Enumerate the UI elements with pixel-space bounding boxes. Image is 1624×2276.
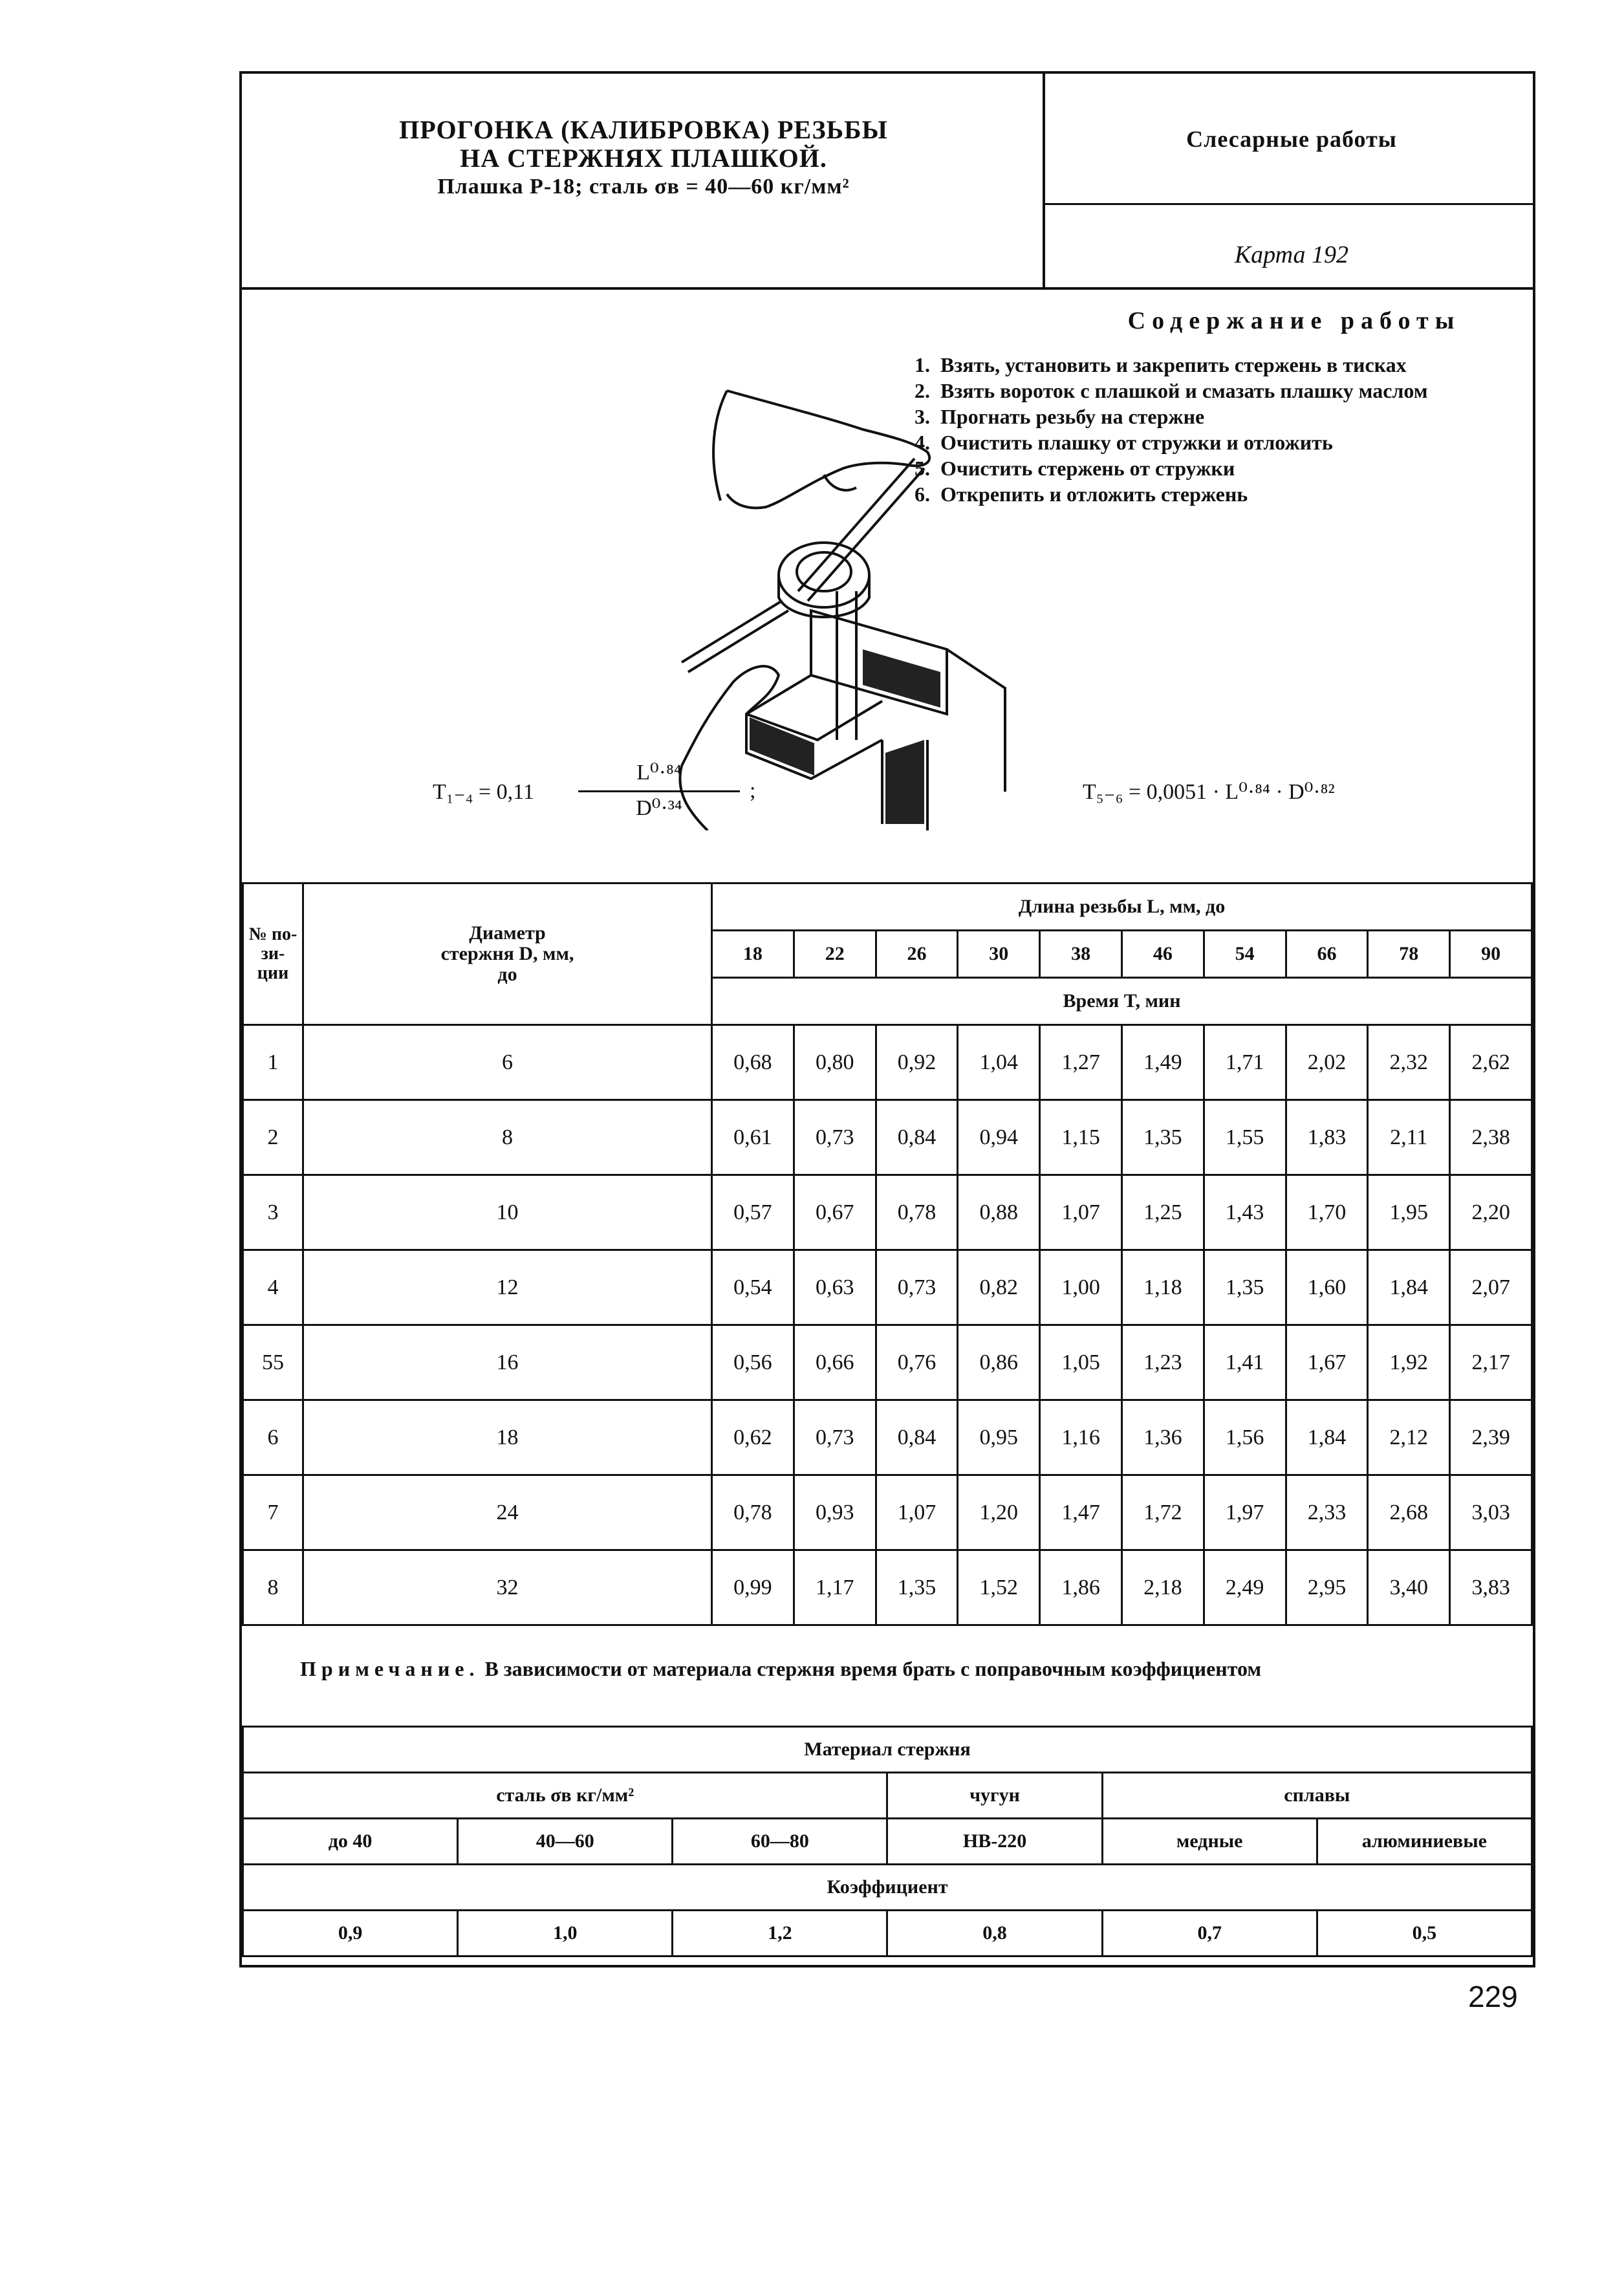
time-cell: 1,95	[1368, 1175, 1450, 1250]
time-cell: 0,73	[794, 1100, 876, 1175]
table-row	[243, 1250, 1532, 1325]
table-row	[243, 1025, 1532, 1100]
material-sub: медные	[1102, 1819, 1317, 1865]
time-cell: 0,86	[958, 1325, 1040, 1400]
page-number: 229	[1468, 1980, 1518, 2013]
time-cell: 2,12	[1368, 1400, 1450, 1475]
coef-value: 0,7	[1102, 1911, 1317, 1956]
row-position: 8	[243, 1550, 303, 1625]
row-position: 7	[243, 1475, 303, 1550]
time-cell: 2,39	[1450, 1400, 1532, 1475]
time-cell: 0,88	[958, 1175, 1040, 1250]
time-cell: 2,17	[1450, 1325, 1532, 1400]
work-step: 2. Взять вороток с плашкой и смазать плашку маслом	[915, 379, 1428, 402]
time-cell: 0,92	[876, 1025, 958, 1100]
time-cell: 1,35	[876, 1550, 958, 1625]
row-diameter: 6	[303, 1025, 712, 1100]
length-col: 66	[1286, 931, 1368, 978]
time-cell: 0,61	[712, 1100, 794, 1175]
time-cell: 1,55	[1204, 1100, 1286, 1175]
length-col: 30	[958, 931, 1040, 978]
formula-t5-6: T₅₋₆ = 0,0051 · L⁰·⁸⁴ · D⁰·⁸²	[1083, 780, 1335, 804]
time-cell: 1,83	[1286, 1100, 1368, 1175]
time-cell: 0,76	[876, 1325, 958, 1400]
time-cell: 0,82	[958, 1250, 1040, 1325]
row-diameter: 16	[303, 1325, 712, 1400]
time-cell: 1,56	[1204, 1400, 1286, 1475]
alloys-header: сплавы	[1102, 1773, 1532, 1819]
time-cell: 1,00	[1040, 1250, 1122, 1325]
time-cell: 0,78	[712, 1475, 794, 1550]
time-cell: 2,11	[1368, 1100, 1450, 1175]
time-cell: 0,84	[876, 1400, 958, 1475]
time-norm-table	[242, 882, 1533, 1626]
time-cell: 0,68	[712, 1025, 794, 1100]
time-cell: 2,38	[1450, 1100, 1532, 1175]
coef-header: Коэффициент	[243, 1865, 1532, 1911]
title-line-3: Плашка Р-18; сталь σв = 40—60 кг/мм²	[437, 175, 850, 199]
time-cell: 1,20	[958, 1475, 1040, 1550]
time-cell: 0,67	[794, 1175, 876, 1250]
work-step: 6. Открепить и отложить стержень	[915, 482, 1248, 506]
time-cell: 1,04	[958, 1025, 1040, 1100]
time-cell: 2,02	[1286, 1025, 1368, 1100]
table-row	[243, 1100, 1532, 1175]
length-col: 54	[1204, 931, 1286, 978]
time-cell: 2,18	[1121, 1550, 1204, 1625]
work-step: 5. Очистить стержень от стружки	[915, 457, 1235, 480]
length-col: 90	[1450, 931, 1532, 978]
table-row	[243, 1475, 1532, 1550]
time-cell: 0,93	[794, 1475, 876, 1550]
time-cell: 2,07	[1450, 1250, 1532, 1325]
row-position: 2	[243, 1100, 303, 1175]
time-cell: 0,66	[794, 1325, 876, 1400]
length-col: 26	[876, 931, 958, 978]
table-row	[243, 1550, 1532, 1625]
row-position: 4	[243, 1250, 303, 1325]
time-cell: 0,56	[712, 1325, 794, 1400]
header-sub-divider	[1045, 203, 1533, 205]
col-position-header: № по- зи- ции	[243, 883, 303, 1025]
material-sub: 60—80	[673, 1819, 887, 1865]
time-cell: 1,47	[1040, 1475, 1122, 1550]
coef-value: 0,9	[243, 1911, 458, 1956]
time-cell: 1,70	[1286, 1175, 1368, 1250]
time-cell: 1,35	[1121, 1100, 1204, 1175]
time-cell: 1,60	[1286, 1250, 1368, 1325]
card-title	[242, 116, 1045, 201]
card-frame: ПРОГОНКА (КАЛИБРОВКА) РЕЗЬБЫ НА СТЕРЖНЯХ ПЛАШКОЙ. Плашка Р-18; сталь σв = 40—60 кг/мм² Слесарные работы Карта 192 Содержание работы 1. Взять, установить и закрепить стержень в тисках 2. Взять вороток с плашкой и смазать плашку маслом 3. Прогнать резьбу на стержне 4. Очистить плашку от стружки и отложить 5. Очистить стержень от стружки 6. Открепить и отложить стержень T₁₋₄ = 0,11 L⁰·⁸⁴ D⁰·³⁴ ; T₅₋₆ = 0,0051 · L⁰·⁸⁴ · D⁰·⁸² № по- зи- ции Диаметр стержня D, мм, до Длина резьбы L, мм, до 18 22 26 30 38 46 54 66 78 90 Время T, мин 1 6 0,68 0,80 0,92 1,04 1,27 1,49 1,71 2,02 2,32 2,62 2 8 0,61 0,73 0,84 0,94 1,15 1,35 1,55 1,83 2,11 2,38 3 10 0,57 0,67 0,78 0,88 1,07 1,25 1,43 1,70 1,95 2,20 4 12 0,54 0,63 0,73 0,82 1,00 1,18 1,35 1,60 1,84 2,07 55 16 0,56 0,66 0,76 0,86 1,05 1,23 1,41 1,67 1,92 2,17 6 18 0,62 0,73 0,84 0,95 1,16 1,36 1,56 1,84 2,12 2,39 7 24 0,78 0,93 1,07 1,20 1,47 1,72 1,97 2,33 2,68 3,03 8 32 0,99 1,17 1,35 1,52 1,86 2,18 2,49 2,95 3,40 3,83 Примечание. В зависимости от материала стержня время брать с поправочным коэффициентом Материал стержня сталь σв кг/мм² чугун сплавы до 40 40—60 60—80 НВ-220 медные алюминиевые Коэффициент 0,9 1,0 1,2 0,8 0,7 0,5	[239, 71, 1535, 1967]
row-position: 55	[243, 1325, 303, 1400]
time-cell: 1,52	[958, 1550, 1040, 1625]
work-category: Слесарные работы	[1186, 126, 1397, 152]
time-cell: 1,49	[1121, 1025, 1204, 1100]
time-cell: 1,17	[794, 1550, 876, 1625]
time-cell: 3,83	[1450, 1550, 1532, 1625]
time-cell: 0,63	[794, 1250, 876, 1325]
time-cell: 0,84	[876, 1100, 958, 1175]
note-text: В зависимости от материала стержня время брать с поправочным коэффициентом	[484, 1657, 1262, 1680]
work-step: 4. Очистить плашку от стружки и отложить	[915, 431, 1333, 454]
time-cell: 1,35	[1204, 1250, 1286, 1325]
time-cell: 2,32	[1368, 1025, 1450, 1100]
coef-value: 0,8	[887, 1911, 1102, 1956]
row-position: 1	[243, 1025, 303, 1100]
time-cell: 1,15	[1040, 1100, 1122, 1175]
time-cell: 2,20	[1450, 1175, 1532, 1250]
material-sub: алюминиевые	[1317, 1819, 1532, 1865]
time-cell: 0,54	[712, 1250, 794, 1325]
length-header: Длина резьбы L, мм, до	[712, 883, 1532, 931]
row-position: 3	[243, 1175, 303, 1250]
table-row	[243, 1400, 1532, 1475]
time-cell: 0,95	[958, 1400, 1040, 1475]
row-position: 6	[243, 1400, 303, 1475]
time-cell: 0,62	[712, 1400, 794, 1475]
time-cell: 1,43	[1204, 1175, 1286, 1250]
time-cell: 3,03	[1450, 1475, 1532, 1550]
time-cell: 3,40	[1368, 1550, 1450, 1625]
table-row	[243, 1175, 1532, 1250]
time-cell: 1,16	[1040, 1400, 1122, 1475]
coef-value: 1,2	[673, 1911, 887, 1956]
cast-iron-header: чугун	[887, 1773, 1102, 1819]
note-label: Примечание.	[300, 1657, 480, 1680]
time-cell: 0,78	[876, 1175, 958, 1250]
work-step: 1. Взять, установить и закрепить стержень в тисках	[915, 353, 1407, 376]
header-divider	[242, 287, 1533, 290]
fraction-bar	[578, 790, 740, 792]
row-diameter: 24	[303, 1475, 712, 1550]
time-cell: 1,84	[1368, 1250, 1450, 1325]
time-cell: 1,72	[1121, 1475, 1204, 1550]
material-sub: до 40	[243, 1819, 458, 1865]
steel-header: сталь σв кг/мм²	[243, 1773, 887, 1819]
coef-value: 1,0	[458, 1911, 673, 1956]
time-header: Время T, мин	[712, 978, 1532, 1025]
coefficient-table	[242, 1726, 1533, 1957]
content-heading: Содержание работы	[1127, 307, 1461, 334]
time-cell: 1,86	[1040, 1550, 1122, 1625]
time-cell: 1,05	[1040, 1325, 1122, 1400]
time-cell: 0,94	[958, 1100, 1040, 1175]
work-steps-list	[915, 352, 1522, 507]
time-cell: 0,80	[794, 1025, 876, 1100]
time-cell: 1,97	[1204, 1475, 1286, 1550]
time-cell: 0,99	[712, 1550, 794, 1625]
time-cell: 0,57	[712, 1175, 794, 1250]
time-cell: 1,25	[1121, 1175, 1204, 1250]
length-col: 22	[794, 931, 876, 978]
length-col: 38	[1040, 931, 1122, 978]
coef-value: 0,5	[1317, 1911, 1532, 1956]
time-cell: 0,73	[876, 1250, 958, 1325]
length-col: 18	[712, 931, 794, 978]
row-diameter: 18	[303, 1400, 712, 1475]
time-cell: 0,73	[794, 1400, 876, 1475]
time-cell: 2,95	[1286, 1550, 1368, 1625]
time-cell: 2,62	[1450, 1025, 1532, 1100]
material-sub: НВ-220	[887, 1819, 1102, 1865]
material-header: Материал стержня	[243, 1727, 1532, 1773]
col-diameter-header: Диаметр стержня D, мм, до	[303, 883, 712, 1025]
time-cell: 1,36	[1121, 1400, 1204, 1475]
title-line-1: ПРОГОНКА (КАЛИБРОВКА) РЕЗЬБЫ	[399, 115, 888, 144]
row-diameter: 10	[303, 1175, 712, 1250]
card-number: Карта 192	[1234, 241, 1349, 268]
material-sub: 40—60	[458, 1819, 673, 1865]
time-cell: 1,84	[1286, 1400, 1368, 1475]
time-cell: 2,68	[1368, 1475, 1450, 1550]
row-diameter: 12	[303, 1250, 712, 1325]
length-col: 78	[1368, 931, 1450, 978]
note	[300, 1657, 1261, 1681]
time-cell: 1,27	[1040, 1025, 1122, 1100]
table-row	[243, 1325, 1532, 1400]
time-cell: 1,71	[1204, 1025, 1286, 1100]
row-diameter: 32	[303, 1550, 712, 1625]
row-diameter: 8	[303, 1100, 712, 1175]
time-cell: 2,33	[1286, 1475, 1368, 1550]
time-cell: 1,07	[876, 1475, 958, 1550]
work-step: 3. Прогнать резьбу на стержне	[915, 405, 1205, 428]
time-cell: 1,18	[1121, 1250, 1204, 1325]
time-cell: 1,23	[1121, 1325, 1204, 1400]
table-body	[243, 1025, 1532, 1625]
time-cell: 1,67	[1286, 1325, 1368, 1400]
length-col: 46	[1121, 931, 1204, 978]
title-line-2: НА СТЕРЖНЯХ ПЛАШКОЙ.	[460, 144, 827, 173]
time-cell: 2,49	[1204, 1550, 1286, 1625]
time-cell: 1,92	[1368, 1325, 1450, 1400]
time-cell: 1,07	[1040, 1175, 1122, 1250]
time-cell: 1,41	[1204, 1325, 1286, 1400]
